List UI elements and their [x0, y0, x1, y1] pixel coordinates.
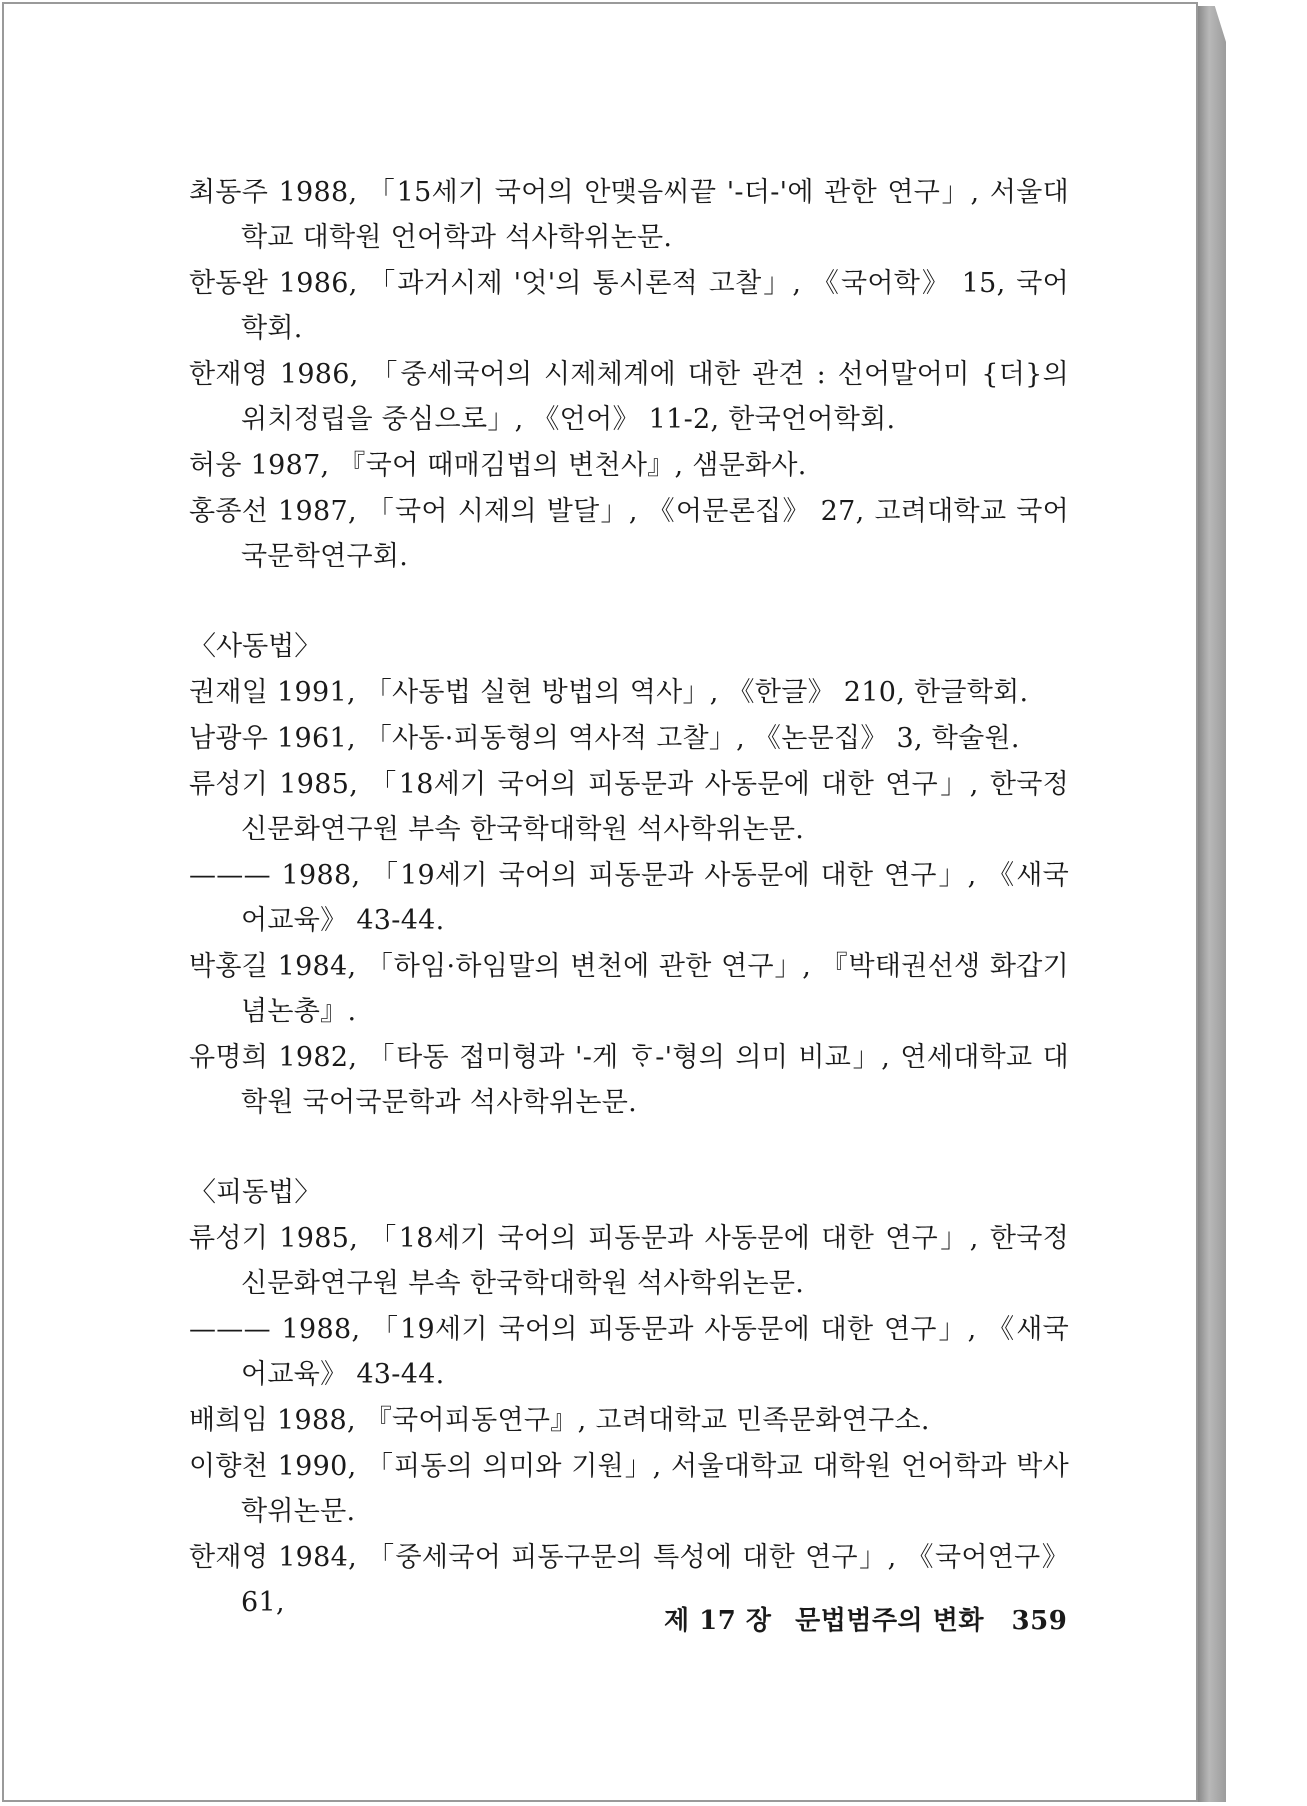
reference-entry: 류성기 1985, 「18세기 국어의 피동문과 사동문에 대한 연구」, 한국정신문화연구원 부속 한국학대학원 석사학위논문.: [189, 769, 1069, 845]
reference-entry: 권재일 1991, 「사동법 실현 방법의 역사」, 《한글》 210, 한글학회.: [189, 677, 1029, 708]
section-causative: [189, 624, 1069, 1125]
reference-entry: ——— 1988, 「19세기 국어의 피동문과 사동문에 대한 연구」, 《새국어교육》 43-44.: [189, 1314, 1069, 1390]
reference-entry: 류성기 1985, 「18세기 국어의 피동문과 사동문에 대한 연구」, 한국정신문화연구원 부속 한국학대학원 석사학위논문.: [189, 1223, 1069, 1299]
reference-entry: 한재영 1986, 「중세국어의 시제체계에 대한 관견 : 선어말어미 {더}의 위치정립을 중심으로」, 《언어》 11-2, 한국언어학회.: [189, 359, 1069, 435]
bibliography: [189, 170, 1069, 1626]
reference-entry: 배희임 1988, 『국어피동연구』, 고려대학교 민족문화연구소.: [189, 1405, 930, 1436]
reference-entry: 이향천 1990, 「피동의 의미와 기원」, 서울대학교 대학원 언어학과 박사학위논문.: [189, 1451, 1069, 1527]
reference-entry: 최동주 1988, 「15세기 국어의 안맺음씨끝 '-더-'에 관한 연구」, 서울대학교 대학원 언어학과 석사학위논문.: [189, 177, 1069, 253]
section-heading: 〈사동법〉: [189, 631, 322, 662]
reference-entry: 허웅 1987, 『국어 때매김법의 변천사』, 샘문화사.: [189, 450, 807, 481]
reference-entry: 한재영 1984, 「중세국어 피동구문의 특성에 대한 연구」, 《국어연구》 61,: [189, 1542, 1069, 1618]
page-number: 359: [1011, 1606, 1068, 1636]
reference-entry: 박홍길 1984, 「하임·하임말의 변천에 관한 연구」, 『박태권선생 화갑기념논총』.: [189, 951, 1069, 1027]
chapter-title: 문법범주의 변화: [795, 1606, 984, 1636]
section-passive: [189, 1170, 1069, 1625]
reference-entry: ——— 1988, 「19세기 국어의 피동문과 사동문에 대한 연구」, 《새국어교육》 43-44.: [189, 860, 1069, 936]
reference-entry: 유명희 1982, 「타동 접미형과 '-게 ᄒᆞ-'형의 의미 비교」, 연세대학교 대학원 국어국문학과 석사학위논문.: [189, 1042, 1069, 1118]
running-footer: [664, 1600, 1067, 1637]
section-heading: 〈피동법〉: [189, 1177, 322, 1208]
chapter-number: 제 17 장: [664, 1606, 772, 1636]
page-edge-shadow: [1198, 6, 1226, 1802]
reference-entry: 홍종선 1987, 「국어 시제의 발달」, 《어문론집》 27, 고려대학교 국어국문학연구회.: [189, 496, 1069, 572]
reference-entry: 한동완 1986, 「과거시제 '엇'의 통시론적 고찰」, 《국어학》 15, 국어학회.: [189, 268, 1069, 344]
section-tense-continued: [189, 170, 1069, 579]
reference-entry: 남광우 1961, 「사동·피동형의 역사적 고찰」, 《논문집》 3, 학술원.: [189, 723, 1020, 754]
